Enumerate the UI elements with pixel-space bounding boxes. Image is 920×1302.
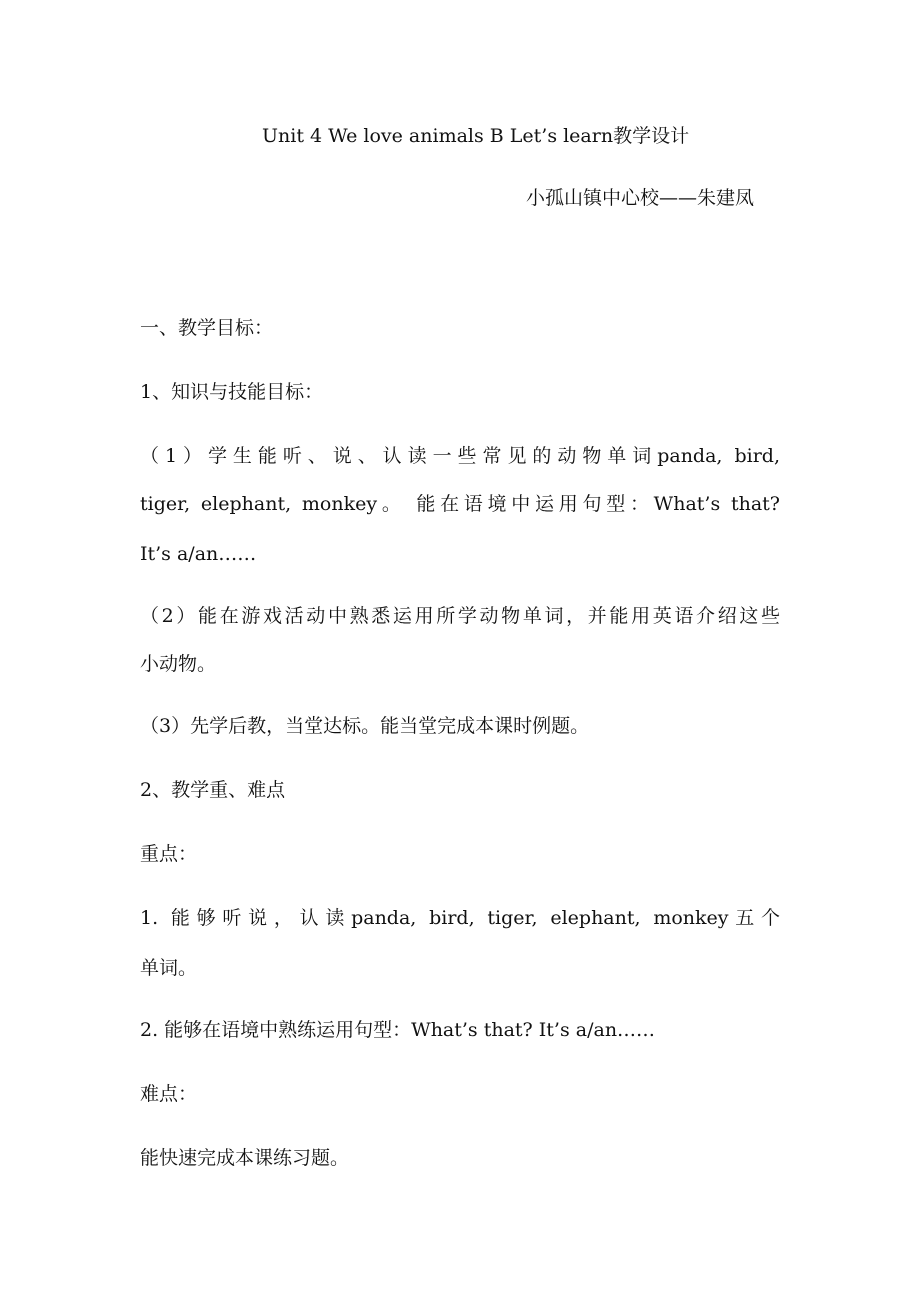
objective-1-line-1: （1）学生能听、说、认读一些常见的动物单词panda, bird, xyxy=(140,445,780,467)
objective-1-line-3: It’s a/an…… xyxy=(140,543,257,565)
section-heading-objectives: 一、教学目标： xyxy=(140,317,274,339)
objective-3: （3）先学后教，当堂达标。能当堂完成本课时例题。 xyxy=(140,715,590,737)
subsection-key-difficult-points: 2、教学重、难点 xyxy=(140,779,286,801)
key-point-1-line-1: 1. 能够听说，认读panda, bird, tiger, elephant, monkey五个 xyxy=(140,907,780,929)
key-points-label: 重点： xyxy=(140,843,198,865)
difficulty-label: 难点： xyxy=(140,1083,198,1105)
document-title: Unit 4 We love animals B Let’s learn教学设计 xyxy=(262,125,690,147)
subsection-knowledge-skills: 1、知识与技能目标： xyxy=(140,381,324,403)
objective-1-line-2: tiger, elephant, monkey。 能在语境中运用句型：What’s that? xyxy=(140,493,780,515)
key-point-1-line-2: 单词。 xyxy=(140,957,198,979)
author-line: 小孤山镇中心校——朱建凤 xyxy=(525,187,754,209)
objective-2-line-2: 小动物。 xyxy=(140,653,217,675)
difficulty-1: 能快速完成本课练习题。 xyxy=(140,1147,350,1169)
objective-2-line-1: （2）能在游戏活动中熟悉运用所学动物单词，并能用英语介绍这些 xyxy=(140,605,780,627)
key-point-2: 2. 能够在语境中熟练运用句型：What’s that? It’s a/an…… xyxy=(140,1019,656,1041)
